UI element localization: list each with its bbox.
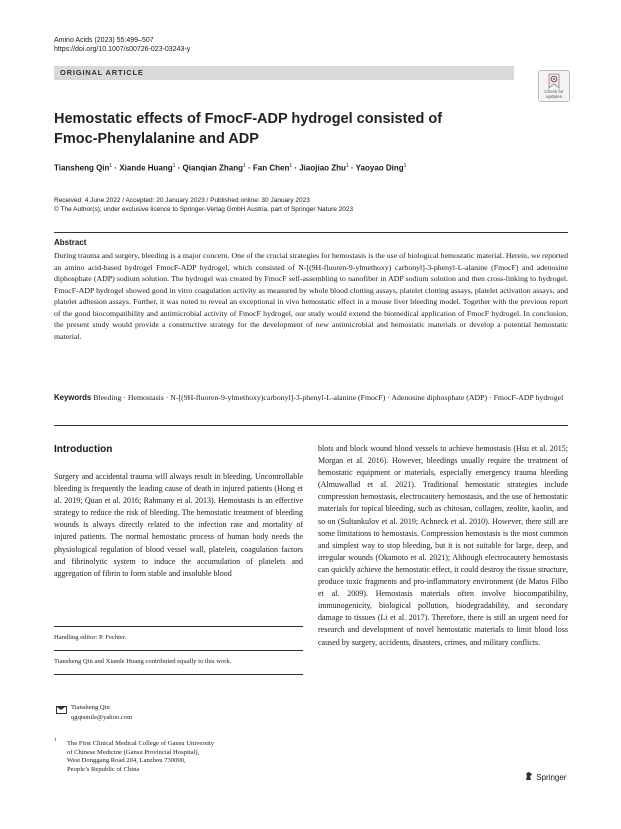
abstract-text: During trauma and surgery, bleeding is a major concern. One of the crucial strategies for hemostasis is the use of biological hemostatic material. Herein, we reported an amino acid-based hydrogel FmocF-ADP hydrogel, which consisted of N-[(9H-fluoren-9-ylmethoxy) carbonyl]-3-phenyl-L-alanine (FmocF) and adenosine diphosphate (ADP) sodium solution. The hydrogel was created by FmocF self-assembling to nanofiber in ADP sodium solution and then cross-linking to hydrogel. FmocF-ADP hydrogel showed good in vitro coagulation activity as measured by whole blood clotting assays, platelet clotting assays, platelet activation assays, and platelet adhesion assays. Further, it was noted to reveal an exceptional in vivo hemostatic effect in a mouse liver bleeding model. Together with the previous report of the good biocompatibility and antimicrobial activity of FmocF hydrogel, our study would extend the biomedical application of FmocF hydrogel. In conclusion, the present study would provide a constructive strategy for the development of new antimicrobial and hemostatic materials or develop a potential hemostatic material. — [54, 251, 568, 341]
abstract-heading: Abstract — [54, 238, 87, 247]
handling-editor-note: Handling editor: P. Fechter. — [54, 634, 127, 641]
updates-badge-label: Check for updates — [544, 89, 564, 99]
keywords-label: Keywords — [54, 393, 92, 402]
publication-dates — [54, 196, 353, 214]
affiliation-line: West Donggang Road 204, Lanzhou 730000, — [67, 757, 186, 765]
author-name[interactable]: Yaoyao Ding — [355, 163, 404, 173]
footnote-rule-3 — [54, 674, 303, 675]
affiliation-line: The First Clinical Medical College of Gansu University — [67, 740, 215, 747]
envelope-icon — [56, 706, 67, 714]
article-title: Hemostatic effects of FmocF-ADP hydrogel consisted of Fmoc-Phenylalanine and ADP — [54, 111, 443, 147]
springer-logo — [524, 771, 566, 782]
check-for-updates-badge[interactable] — [538, 70, 570, 102]
footnote-rule-2 — [54, 650, 303, 651]
equal-contribution-note: Tiansheng Qin and Xiande Huang contributed equally to this work. — [54, 658, 232, 665]
author-name[interactable]: Fan Chen — [252, 163, 290, 173]
footnote-rule — [54, 626, 303, 627]
journal-citation — [54, 36, 190, 54]
introduction-heading: Introduction — [54, 444, 113, 455]
author-list: Tiansheng Qin$^1$ · Xiande Huang$^1$ · Qianqian Zhang$^1$ · Fan Chen$^1$ · Jiaojiao Zhu$^1$ · Yaoyao Ding$^1$ — [54, 163, 407, 173]
publisher-name: Springer — [536, 773, 567, 782]
affiliation-address — [67, 740, 287, 774]
author-name[interactable]: Xiande Huang — [119, 163, 173, 173]
article-type-label: ORIGINAL ARTICLE — [60, 68, 144, 77]
introduction-column-right: blots and block wound blood vessels to achieve hemostasis (Hsu et al. 2015; Morgan et al. 2016). However, bleedings usually require the treatment of hemostatic equipment or materials, especially emergency trauma bleeding (Almuwallad et al. 2021). Traditional hemostatic strategies include compression hemostasis, electrocautery hemostasis, and the use of hemostatic materials for topical bleeding, such as chitosan, collagen, zeolite, kaolin, and so on (Sultankulov et al. 2019; Achneck et al. 2010). However, there still are some limitations to hemostasis. Compression hemostasis is the most common and simplest way to stop bleeding, but it is not suitable for large, deep, and irregular wounds (Okamoto et al. 2021); Although electrocautery hemostasis can quickly achieve the hemostatic effect, it could destroy the tissue structure, produce toxic fragments and pro-inflammatory environment (de Matos Filho et al. 2009). Hemostasis materials often involve biocompatibility, immunogenicity, biological pollution, biodegradability, and secondary damage to tissues (Li et al. 2017). Therefore, there is still an urgent need for research and development of novel hemostatic materials to limit blood loss caused by surgery, accidents, disasters, crimes, and military conflicts. — [318, 444, 568, 647]
springer-horse-icon — [524, 771, 534, 781]
corresponding-author-email[interactable]: qgqtsmile@yahoo.com — [71, 714, 133, 721]
copyright-notice: © The Author(s), under exclusive licence to Springer-Verlag GmbH Austria, part of Springer Nature 2023 — [54, 206, 354, 213]
publication-history: Received: 4 June 2022 / Accepted: 20 January 2023 / Published online: 30 January 2023 — [54, 197, 310, 204]
affiliation-number: 1 — [54, 738, 57, 743]
abstract-top-rule — [54, 232, 568, 233]
bookmark-refresh-icon — [547, 73, 561, 89]
introduction-column-left: Surgery and accidental trauma will always result in bleeding. Uncontrollable bleeding is frequently the leading cause of death in injured patients (Hong et al. 2019; Quan et al. 2016; Rahmany et al. 2013). Hemostasis is an effective strategy to reduce the risk of bleeding. The hemostatic treatment of bleeding wounds is always directly related to the infection rate and mortality of injured patients. The normal hemostatic process of human body needs the physiological regulation of blood vessel wall, platelets, coagulation factors and fibrinolytic system to induce the accumulation of platelets and aggregation of fibrin to form stable and insoluble blood — [54, 472, 303, 578]
corresponding-author-name: Tiansheng Qin — [71, 704, 110, 711]
author-name[interactable]: Qianqian Zhang — [182, 163, 243, 173]
doi-link[interactable]: https://doi.org/10.1007/s00726-023-03243-y — [54, 46, 191, 53]
author-name[interactable]: Jiaojiao Zhu — [299, 163, 346, 173]
keywords-block — [54, 392, 568, 404]
journal-line: Amino Acids (2023) 55:499–507 — [54, 37, 154, 44]
affiliation-line: of Chinese Medicine (Gansu Provincial Hospital), — [67, 748, 200, 756]
author-name[interactable]: Tiansheng Qin — [54, 163, 110, 173]
keywords-text: Bleeding · Hemostasis · N-[(9H-fluoren-9-ylmethoxy)carbonyl]-3-phenyl-L-alanine (FmocF) · Adenosine diphosphate (ADP) · FmocF-ADP hydrogel — [93, 393, 564, 402]
affiliation-line: People’s Republic of China — [67, 765, 140, 773]
abstract-bottom-rule — [54, 425, 568, 426]
